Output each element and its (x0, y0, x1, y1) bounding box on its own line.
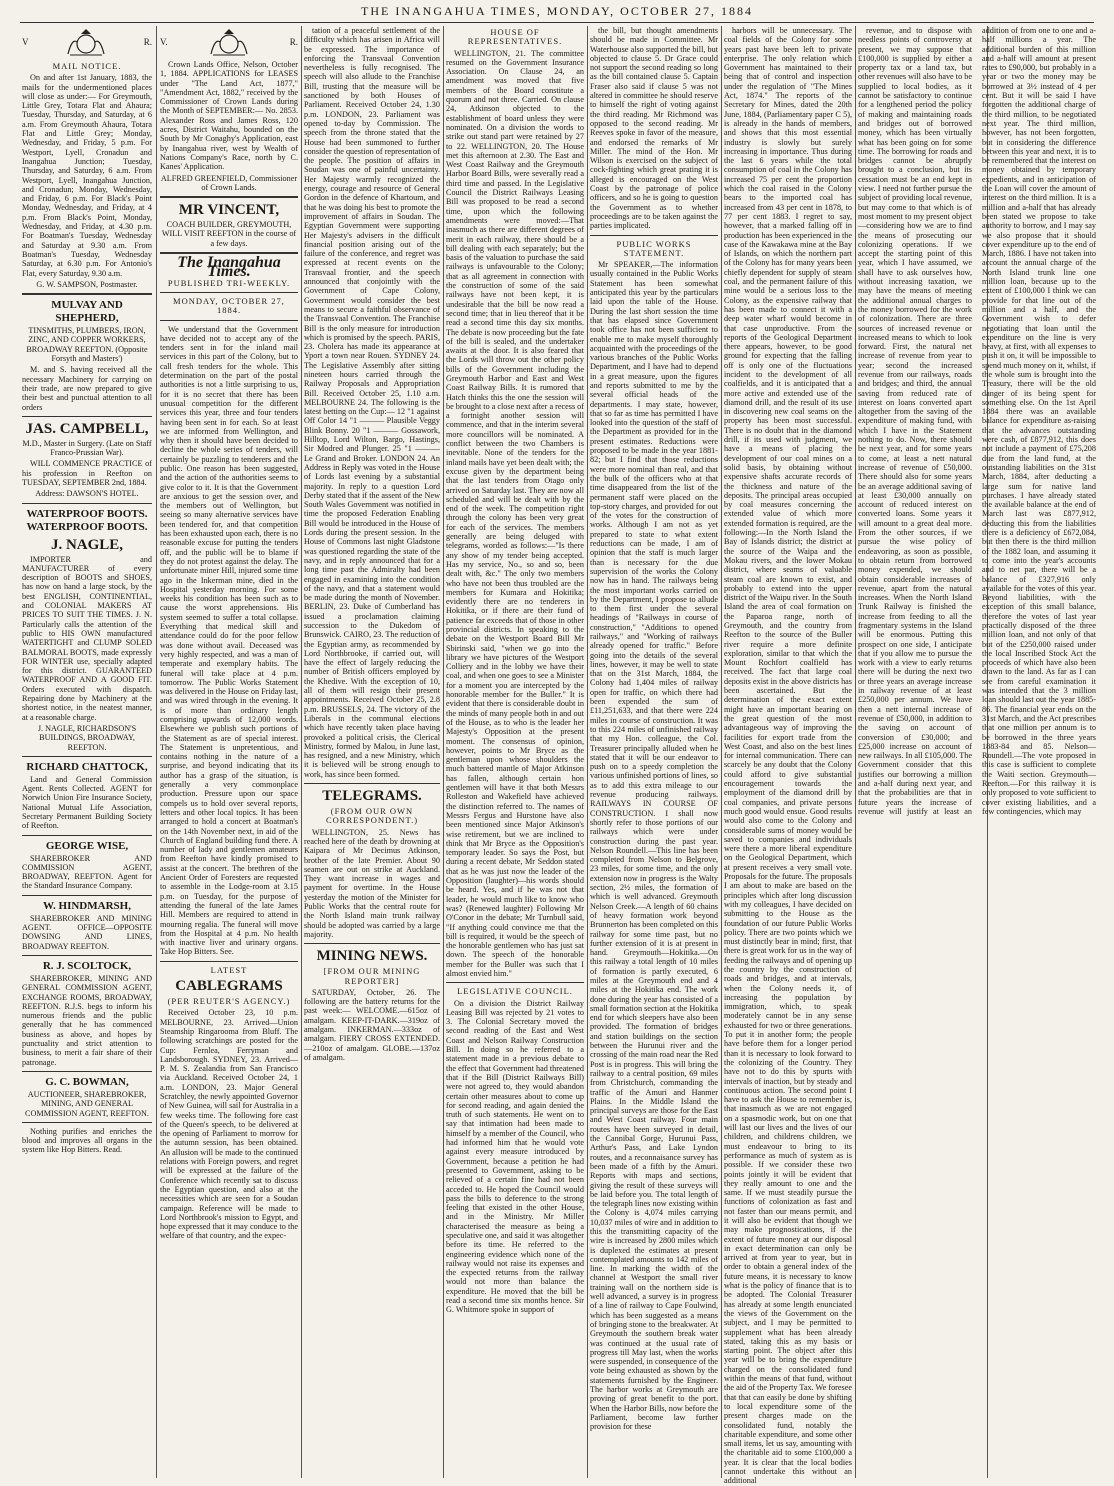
campbell-sub: M.D., Master in Surgery. (Late on Staff Franco-Prussian War). (22, 438, 152, 458)
crest-letter-left: V (22, 37, 29, 48)
legislative-council-body: On a division the District Railway Leasing Bill was rejected by 21 votes to 3. The Colonial Secretary moved the second reading of the East and West Coast and Nelson Railway Construction Bill. In doing so he referred to a statement made in a previous debate to the effect that Government had threatened that if the Bill (District Railways Bill) were not agreed to, they would abandon certain other measures about to come up for second reading, and again denied the truth of such statements. He went on to say that intimation had been made to himself by a member of the Council, who had informed him that he would vote against every measure introduced by Government, because a petition he had presented to Government, asking to be relieved of a certain fine had not been acceded to. He hoped the Council would pass the bills to deference to the strong feeling that existed in the other House, and in the Ministry. Mr Miller characterised the measure as being a speculative one, and said it was altogether before its time. He referred to the engineering evidence which none of the railway would not raise its expenses and the expected returns from the railway would not more than balance the expenditure. He moved that the bill be read a second time six months hence. Sir G. Whitmore spoke in support of (446, 998, 585, 1315)
mining-news-title: MINING NEWS. (316, 948, 428, 965)
rule (22, 503, 152, 504)
nagle-sign: J. NAGLE, RICHARDSON'S BUILDINGS, BROADWAY, REEFTON. (37, 723, 137, 752)
rule (22, 955, 152, 956)
cablegrams-body: Received October 23, 10 p.m. MELBOURNE, 23. Arrived—Union Steamship Ringarooma from Bluff. The following scratchings are posted for the Cup: Fernlea, Ferryman and Landsborough. SYDNEY, 23. Arrived—P. M. S. Zealandia from San Francisco via Auckland. Received October 24, 1 a.m. LONDON, 23. Major General Scratchley, the newly appointed Governor of New Guinea, will sail for Australia in a few weeks time. The following fore cast of the Queen's speech, to be delivered at the opening of Parliament to morrow for the autumn session, has been obtained. An allusion will be made to the continued relations with Foreign powers, and regret will be expressed at the failure of the Conference which recently sat to discuss the Egyptian question, and also at the necessities which are seen for a Soudan campaign. Reference will be made to Lord Northbrook's mission to Egypt, and hope expressed that it may conduce to the welfare of that country, and the expec- (160, 1008, 298, 1241)
rule (590, 235, 718, 236)
masthead-rule (20, 22, 1094, 23)
hindmarsh-title: W. HINDMARSH, (43, 899, 131, 912)
legislative-council-title: LEGISLATIVE COUNCIL. (457, 986, 573, 997)
column-3 (304, 26, 440, 1478)
house-of-representatives-body: WELLINGTON, 21. The committee resumed on the Government Insurance Association. On Clause 24, an amendment was moved that five members of the Board constitute a quorum and not three. Carried. On clause 24, Atkinson objected to the establishment of board unless they were nominated. On a division the words to strike out stand part were retained by 27 to 22. WELLINGTON, 20. The House met this afternoon at 2.30. The East and West Coast Railway and the Greymouth Harbor Board Bills, were severally read a third time and passed. In the Legislative Council the District Railways Leasing Bill was proposed to be read a second time, upon which the following amendments were moved:—That inasmuch as there are different degrees of merit in each railway, there should be a bill dealing with each separately; but the basis of the valuation to purchase the said railways is unfavourable to the Colony; that as all agreement in connection with the construction of some of the said railways have not been kept, it is undesirable that the bill be now read a second time; that in lieu thereof that it be read a second time this day six months. The debate is now proceeding but the fate of the bill is sealed, and the undertaker awaits at the door. It is also feared that the Lords will throw out the other policy bills of the Government including the Greymouth Harbor and East and West Coast Railway Bills. It is rumored that Hatch thinks this the one the session will be brought to a close next after a recess of a fortnight another session will commence, and that in the interim several more councillors will be nominated. A conflict between the two Chambers is inevitable. None of the tenders for the inland mails have yet been dealt with; the excuse given by the department being that the last tenders from Otago only arrived on Saturday last. They are now all scheduled and will be dealt with by the end of the week. The competition right through the colony has been very great for each of the services. The members generally are being deluged with telegrams, worded as follows:—"Is there any show of my tender being accepted. Has my service, No., so and so, been dealt with, &c." The only two members who have not been thus troubled are the members for Kumara and Hokitika; evidently there are no tenderers in Hokitika, or if there are their fund of patience far exceeds that of those in other provincial districts. In speaking to the debate on the Westport Board Bill Mr Sbirinski said, "when we go into the library we have pictures of the Westport Colliery and in the lobby we have their coal, and when one goes to see a Minister for a moment you are intercepted by the honorable member for the Buller." It is evident that there is considerable doubt in the minds of many people both in and out of the House, as to who is the leader her Majesty's Opposition at the present moment. The consensus of opinion, however, points to Mr Bryce as the gentleman upon whose shoulders the much battered mantle of Major Atkinson has fallen, although certain hon gentlemen will have it that both Messrs Rolleston and Wakefield have achieved the distinction referred to. The names of Messrs Fergus and Hurstone have also been mentioned since Major Atkinson's wise retirement, but we are inclined to think that Mr Bryce as the Opposition's temporary leader. So says the Post, but during a recent debate, Mr Seddon stated that as he was just now the leader of the Opposition (laughter)—his words should be heard. Yes, and if he was not that leader, he would much like to know who was? (Renewed laughter) Following Mr O'Conor in the debate; Mr Turnbull said, "If anything could convince me that the bill is required, it would be the speech of the honorable gentlemen who has just sat down. The speech of the honorable member for the Buller was such that I almost envied him." (446, 48, 584, 978)
hop-bitters-notice: Nothing purifies and enriches the blood and improves all organs in the system like Hop Bitters. Read. (22, 1126, 152, 1155)
wise-title: GEORGE WISE, (45, 839, 129, 852)
column-1 (22, 26, 152, 1478)
rule (160, 292, 298, 293)
editorial-body: We understand that the Government have decided not to accept any of the tenders sent in for the inland mail services in this part of the Colony, but to call fresh tenders for the whole. This determination on the part of the postal authorities is not a little surprising to us, for it is no secret that there has been unusual competition for the different services this year, three and four tenders having been sent in for each. So at least we are informed from Wellington, and why then it should have been decided to decline the whole series of tenders, will certainly be puzzling to tenderers and the public. One reason has been suggested, and the action of the authorities seems to give color to it. It is that the Government are anxious to get the session over, and the members out of Wellington, but seeing so many alternative services have been tendered for, and that competition has been exhausted upon each, there is no reasonable excuse for putting the tenders off, and the public will be to blame if they do not protest against the delay. The unfortunate miner Hill, injured some time ago in the Inkerman mine, died in the Hospital yesterday morning. For some weeks his condition has been such as to cause the worst apprehensions. His system seemed to suffer a total collapse. Everything that medical skill and attendance could do for the poor fellow was done without avail. Deceased was very highly respected, and was a man of temperate and exemplary habits. The funeral will take place at 4 p.m. tomorrow. The Public Works Statement was delivered in the House on Friday last, and was wired through in the evening. It is of more than ordinary length comprising upwards of 12,000 words. Elsewhere we publish such portions of the Statement as are of special interest. The Statement is unpretentious, and contains nothing in the nature of a surprise, and beyond indicating that its author has a grasp of the situation, is generally a very commonplace production. Pressure upon our space compels us to hold over several reports, letters and other local topics. It has been arranged to hold a concert at Boatman's on the 14th November next, in aid of the Church of England building fund there. A number of lady and gentlemen amateurs from Reefton have kindly promised to assist at the concert. The brethren of the Ancient Order of Foresters are requested to assemble in the Lodge-room at 3.15 p.m. on Tuesday, for the purpose of attending the funeral of the late James Hill. Members are required to attend in mourning regalia. The funeral will move from the Hospital at 4 p.m. No health with inactive liver and urinary organs. Take Hop Bitters. See. (160, 324, 298, 957)
campbell-body: WILL COMMENCE PRACTICE of his profession in Reefton on TUESDAY, SEPTEMBER 2nd, 1884. (22, 459, 152, 487)
public-works-statement-body: Mr SPEAKER,—The information usually contained in the Public Works Statement has been somewhat anticipated this year by the particulars laid upon the table of the House. During the last short session the time that has elapsed since Government took office has not been sufficient to enable me to make myself thoroughly acquainted with the proceedings of the various branches of the Public Works Department, and I have had to depend in a great measure, upon the figures and reports submitted to me by the several official heads of the departments. I may state, however, that so far as time has permitted I have looked into the question of the staff of the Department as provided for in the present estimates. Reductions were proposed to be made in the year 1881-82; but I find that those reductions were more nominal than real, and that the bulk of the officers who at that time disappeared from the list of the permanent staff were placed on the top-story charges, and provided for out of the votes for the construction of works. Although I am not as yet prepared to state to what extent reductions can be made, I am of opinion that the staff is much larger than is necessary for the due supervision of the works the Colony now has in hand. The railways being the most important works carried on by the Department, I propose to allude to them first under the several headings of "Railways in course of construction," "Additions to opened railways," and "Working of railways already opened for traffic." Before going into the details of the several lines, however, it may be well to state that on the 31st March, 1884, the Colony had 1,404 miles of railway open for traffic, on which there had been expended the sum of £11,251,633, and that there were 224 miles in course of construction. It was to this 224 miles of unfinished railway that my Hon. colleague, the Col. Treasurer principally alluded when he stated that it will be our endeavor to push on to a speedy completion the various unfinished portions of lines, so as to add this extra mileage to our revenue producing railways. RAILWAYS IN COURSE OF CONSTRUCTION. I shall now shortly refer to those portions of our railways which were under construction during the past year. Nelson Roundell.—This line has been completed from Nelson to Belgrove, 23 miles, for some time, and the only extension now in progress is the Walty section, 2½ miles, the formation of which is well advanced. Greymouth Nelson Creek.—A length of 60 chains of heavy formation work beyond Brunnerton has been completed on this railway for some time past, but no further extension of it is at present in hand. Greymouth—Hokitika.—On this railway a total length of 10 miles of formation is partly executed, 6 miles at the Greymouth end and 4 miles at the Hokitika end. The work done during the year has consisted of a small formation section at the Hokitika end for which sleepers have also been provided. The formation of bridges and station buildings on the section between the Hurunui river and the crossing of the main road near the Red Post is in progress. This will bring the railway to a central position, 69 miles from Christchurch, commanding the traffic of the Amuri and Hanmer Plains. In the Middle Island the principal surveys are those for the East and West Coast railway. Four main routes have been surveyed in detail, the Cannibal Gorge, Hurunui Pass, Arthur's Pass, and Lake Lyndon routes, and a reconnaisance survey has been made of a fifth by the Amuri. Reports with maps and sections, giving the result of these surveys will be laid before you. The total length of the telegraph lines now existing within the Colony is 4,074 miles carrying 10,037 miles of wire and in addition to this the transmitting capacity of the wire is increased by 2800 miles which is duplexed the estimates at present contemplated amounts to 142 miles of line. In marking the width of the channel at Westport the small river training wall on the northern side is well advanced, a survey is in progress of a line of railway to Cape Foulwind, which has been suggested as a means of bringing stone to the breakwater. At Greymouth the southern break water was continued at the usual rate of progress till May last, when the works were suspended, in consequence of the vote being exhausted as shown by the statements furnished by the Engineer. The harbor works at Greymouth are proving of great benefit to the port. When the Harbor Bills, now before the Parliament, become law further provision for these (590, 260, 719, 1432)
scoltock-title: R. J. SCOLTOCK, (42, 959, 132, 972)
mulvay-body: M. and S. having received all the necessary Machinery for carrying on their trade, are now prepared to give their best and punctual attention to all orders (22, 365, 152, 412)
rule (22, 895, 152, 896)
campbell-address: Address: DAWSON'S HOTEL. (35, 489, 139, 499)
hindmarsh-body: SHAREBROKER AND MINING AGENT. OFFICE—OPPOSITE DOWSING AND LINES, BROADWAY REEFTON. (22, 913, 152, 951)
royal-crest (160, 26, 298, 60)
paper-subtitle: PUBLISHED TRI-WEEKLY. (167, 277, 291, 288)
nagle-body: IMPORTER and MANUFACTURER of every description of BOOTS and SHOES, has now on hand a large stock, by the best ENGLISH, CONTINENTIAL, and COLONIAL MAKERS AT PRICES TO SUIT THE TIMES. J. N. Particularly calls the attention of the public to HIS OWN manufactured WATERTIGHT and CLUMP SOLED BALMORAL BOOTS, made expressly FOR WINTER use, specially adapted for this district. GUARANTEED WATERPROOF AND A GOOD FIT. Orders executed with dispatch. Repairing done by Machinery at the shortest notice, in the neatest manner, at a reasonable charge. (22, 554, 152, 722)
column-4 (446, 26, 584, 1478)
rule (22, 756, 152, 757)
cablegrams-continued: tation of a peaceful settlement of the difficulty which has arisen in Africa will be expressed. The importance of enforcing the Transvaal Convention nevertheless is fully recognised. The speech will also allude to the Franchise Bill, trusting that the measure will be sanctioned by both Houses of Parliament. Received October 24, 1.30 p.m. LONDON, 23. Parliament was opened to-day by Commission. The speech from the throne stated that the House had been summoned to further consider the question of representation of the people. The position of affairs in Soudan was one of painful uncertainty. Her Majesty warmly recognized the energy, courage and resource of General Gordon in the defence of Khartoum, and that he was doing his best to promote the improvement of affairs in Soudan. The Egyptian Government were supporting Her Majesty's advisers in the difficult financial position arising out of the failure of the conference, and regret was expressed at recent events on the Transvaal frontier, and the speech announced that conjointly with the Government of Cape Colony, Government would consider the best means to secure a faithful observance of the Transvaal Convention. The Franchise Bill is the only measure for introduction which is promised by the speech. PARIS, 23. Cholera has made its appearance at Yport a town near Rouen. SYDNEY 24. The Legislative Assembly after sitting nineteen hours carried through the Railway Proposals and Appropriation Bill. Received October 25, 1.10 a.m. MELBOURNE 24. The following is the latest betting on the Cup:— 12 "1 against Off Color 14 "1 ——— Plausible Veggy Blink Bonny. 20 "1 ——— Gossawork, Hilltop, Lord Wilton, Bargo, Hastings, Sir Modred and Plunger. 25 "1 ——— Le Grand and Broker. LONDON 24. An Address in Reply was voted in the House of Lords last evening by a substantial majority. In reply to a question Lord Derby stated that if the assent of the New South Wales Government was notified in time the proposed Federation Enabling Bill would be introduced in the House of Lords during the present session. In the House of Commons last night Gladstone was questioned regarding the state of the navy, and in reply announced that for a long time past the Admiralty had been engaged in examining into the condition of the navy, and that a statement would be made during the month of November. BERLIN, 23. Duke of Cumberland has issued a proclamation claiming succession to the Dukedom of Brunswick. CAIRO, 23. The reduction of the Egyptian army, as recommended by Lord Northbrooke, if carried out, will have the effect of largely reducing the number of British officers employed by the Khedive. With the exception of 10, all of them will resign their present appointments. Received October 25, 2.8 p.m. BRUSSELS, 24. The victory of the Liberals in the communal elections which have recently taken place having provoked a political crisis, the Clerical Ministry, formed by Malou, in June last, has resigned, and a new Ministry, which it is believed will be strong enough to work, has since been formed. (304, 26, 440, 779)
public-works-statement-title: PUBLIC WORKS STATEMENT. (616, 238, 692, 258)
rule (304, 783, 440, 784)
chattock-body: Land and General Commission Agent. Rents Collected. AGENT for Norwich Union Fire Insurance Society, National Mutual Life Association, Secretary Permanent Building Society of Reefton. (22, 774, 152, 831)
rule (304, 943, 440, 944)
crest-letter-right: R. (143, 37, 152, 48)
chattock-title: RICHARD CHATTOCK, (26, 760, 148, 773)
rule (22, 416, 152, 417)
column-divider (855, 26, 856, 1478)
mulvay-title: MULVAY AND SHEPHERD, (51, 299, 123, 325)
column-5 (590, 26, 718, 1478)
mail-notice-sign: G. W. SAMPSON, Postmaster. (36, 279, 138, 289)
mulvay-sub: TINSMITHS, PLUMBERS, IRON, ZINC, AND COPPER WORKERS, BROADWAY REEFTON. (Opposite Forsyth and Masters') (26, 326, 148, 364)
telegrams-body: WELLINGTON, 25. News has reached here of the death by drowning at Kaipara of Mr Decimus Atkinson, brother of the late Premier. About 90 seamen are out on strike at Auckland. They want increase in wages and payment for overtime. In the House yesterday the motion of the Minister for Public Works that the central route for the North Island main trunk railway should be adopted was carried by a large majority. (304, 827, 440, 939)
column-6 (724, 26, 852, 1486)
cablegrams-title: CABLEGRAMS (175, 978, 283, 995)
rule (160, 196, 298, 198)
masthead: THE INANGAHUA TIMES, MONDAY, OCTOBER 27, 1884 (361, 4, 753, 18)
wise-body: SHAREBROKER AND COMMISSION AGENT, BROADWAY, REEFTON. Agent for the Standard Insurance Company. (22, 853, 152, 891)
cablegrams-agency: (PER REUTER'S AGENCY.) (167, 996, 291, 1007)
royal-crest (22, 26, 152, 60)
royal-crest-icon (207, 28, 251, 58)
column-2 (160, 26, 298, 1478)
nagle-title: J. NAGLE, (50, 536, 124, 553)
royal-crest-icon (64, 28, 108, 58)
column-divider (156, 26, 157, 1478)
paper-date: MONDAY, OCTOBER 27, 1884. (173, 295, 285, 316)
paper-title: The Inangahua Times. (177, 254, 281, 281)
column-divider (587, 26, 588, 1478)
column-divider (443, 26, 444, 1478)
rule (160, 961, 298, 962)
rule (22, 1122, 152, 1123)
crown-lands-sign: ALFRED GREENFIELD, Commissioner of Crown Lands. (160, 173, 298, 192)
house-of-representatives-title: HOUSE OF REPRESENTATIVES. (467, 27, 563, 47)
mail-notice-body: On and after 1st January, 1883, the mails for the undermentioned places will close as under:— For Greymouth, Little Grey, Totara Flat and Ahaura; Tuesday, Thursday, and Saturday, at 6 a.m. From Greymouth Ahaura, Totara Flat and Little Grey; Monday, Wednesday, and Friday, 5 p.m. For Westport, Lyell, Cronadun and Inangahua Junction; Tuesday, Thursday, and Saturday, 6 a.m. From Westport, Lyell, Inangahua Junction, and Cronadun; Monday, Wednesday, and Friday, 6 p.m. For Black's Point Monday, Wednesday, and Friday, at 4 p.m. From Black's Point, Monday, Wednesday, and Friday, at 4.30 p.m. For Boatman's Tuesday, Wednesday and Saturday at 9.30 a.m. From Boatman's Tuesday, Wednesday Saturday, at 6.30 p.m. For Antonio's Flat, every Saturday, 9.30 a.m. (22, 73, 152, 278)
rule (160, 320, 298, 321)
council-continued: the bill, but thought amendments should be made in Committee. Mr Waterhouse also supported the bill, but objected to clause 5. Dr Grace could not support the second reading so long as the bill contained clause 5. Captain Fraser also said if clause 5 was not altered in committee he should reserve to himself the right of voting against the third reading. Mr Richmond was opposed to the second reading. Mr Reeves spoke in favor of the measure, and endorsed the remarks of Mr Miller. The mind of the Hon. Mr Wilson is exercised on the subject of cock-fighting which great prating it is alleged is encouraged on the West Coast by the patronage of police officers, and so he is going to question the Government as to whether proceedings are to be taken against the parties implicated. (590, 26, 718, 231)
mail-notice-title: MAIL NOTICE. (52, 61, 122, 71)
vincent-title: MR VINCENT, (178, 202, 280, 219)
vincent-body: COACH BUILDER, GREYMOUTH, WILL VISIT REEFTON in the course of a few days. (161, 220, 297, 248)
column-7 (858, 26, 1096, 1478)
public-works-continued: harbors will be unnecessary. The coal fields of the Colony for some years past have been left to private enterprise. The only relation which Government has maintained to their being that of control and inspection under the regulation of "The Mines Act, 1874." The reports of the Secretary for Mines, dated the 20th June, 1884, (Parliamentary paper C 5), is already in the hands of members, and shows that this most essential industry is slowly but surely increasing in importance. Thus during the last 6 years while the total consumption of coal in the Colony has increased 75 per cent the proportion which the coal raised in the Colony bears to the imported coal has increased from 43 per cent in 1878, to 77 per cent 1883. I regret to say, however, that a marked falling off in production has been experienced in the case of the Kawakawa mine at the Bay of Islands, on which the northern part of the Colony has for many years been chiefly dependent for supply of steam coal, and the permanent failure of this mine would be a serious loss to the Colony, as the expensive railway that has been made to connect it with a deep water wharf would become in that case unproductive. From the reports of the Geological Department there appears, however, to be good ground for expecting that the falling off is only one of the fluctuations incident to the development of all coalfields, and it is anticipated that a more active and extended use of the diamond drill, and the result of its use in discovering new coal seams on the property has been most successful. There is no doubt that in the diamond drill, if its used with judgment, we have a means of placing the development of our coal mines on a solid basis, by obtaining without expensive shafts accurate records of the thickness and nature of the deposits. The principal areas occupied by coal measures concerning the extended value of which more extended formation is required, are the following:—In the North Island the Bay of Islands district; the district at the source of the Waipa and the Mokau rivers, and the lower Mokau district, where seams of valuable steam coal are known to exist, and probably to extend into the upper district of the Waipu river. In the South Island the area of coal formation on the Paparoa range, north of Greymouth, and the country from Reefton to the source of the Buller river require a more definite exploration, similar to that which the Mount Rochfort coalfield has received. The fact that large coal deposits exist in the above districts has been ascertained. But the determination of the exact extent might have an important bearing on the great question of the most advantageous way of improving the facilities for export trade from the West Coast, and also on the best lines for internal communication. There can scarcely be any doubt that the Colony could afford to give substantial encouragement towards the employment of the diamond drill by coal companies, and private persons much good would ensue. Good results would also come to the Colony and considerable sums of money would be saved to companies and individuals were there a more liberal expenditure on the Geological Department, which at present receives a very small vote. Proposals for the future. The proposals I am about to make are based on the principles which after long discussion with my colleagues, I have decided on submitting to the House as the foundation of our future Public Works policy. There are two points which we must distinctly bear in mind; first, that there is great work for us in the way of feeding the railways and of opening up the country by the construction of roads and bridges, and at intervals, when the Colony needs it, of increasing the population by immigration, which, to speak moderately cannot be in any sense exhausted for two or three generations. To put it in another form; the people have before them for a longer period than it is necessary to look forward to the colonizing of the Country. They have not to do this by spurts with intervals of inaction, but by steady and continuous action. The second point I have to ask the House to remember is, that inasmuch as we are not engaged on a spasmodic work, but on one that will last our lives and the lives of our children, and childrens children, we must endeavour to bring to its performance as much of system as is possible. If we consider these two points jointly it will be evident that they really amount to one and the same. If we must steadily pursue the functions of colonization as fast and not faster than our means permit, and it will also be evident that though we may make prognostications, if the extent of future money at our disposal in exact determination can only be arrived at from year to year, but in order to obtain a general index of the future means, it is necessary to know what is the policy of finance that is to be adopted. The Colonial Treasurer has already at some length enunciated the views of the Government on the subject, and I may be permitted to supplement what has been already stated, taking this as my basis or starting point. The object after this year will be to bring the expenditure charged on the consolidated fund within the means of that fund, without the aid of the Property Tax. We foresee that that can easily be done by shifting to local expenditure some of the present charges made on the consolidated fund, notably the charitable expenditure, and some other small items, let us say, amounting with the charitable aid to some £100,000 a year. It is clear that the local bodies cannot undertake this without an additional (724, 26, 852, 1486)
scoltock-body: SHAREBROKER, MINING AND GENERAL COMMISSION AGENT, EXCHANGE ROOMS, BROADWAY, REEFTON. R.J.S. begs to inform his numerous friends and the public generally that he has commenced business as above, and hopes by punctuality and strict attention to business, to merit a fair share of their patronage. (22, 973, 152, 1067)
cablegrams-kicker: LATEST (210, 964, 248, 975)
telegrams-title: TELEGRAMS. (322, 788, 422, 805)
mining-news-subtitle: [FROM OUR MINING REPORTER] (323, 966, 421, 986)
rule (22, 293, 152, 295)
crest-letter-right: R. (289, 37, 298, 48)
public-works-continued-2: revenue, and to dispose with needless points of controversy at present, we may suppose that £100,000 is supplied by either a property tax or a land tax, but other revenues will also have to be supplied to local bodies, as it cannot be satisfactory to continue for a lengthened period the policy of making and maintaining roads and bridges out of borrowed money, which has been virtually what has been going on for some time. The borrowing for roads and bridges cannot be abruptly brought to a conclusion, but its cessation must be an end kept in view. I need not further pursue the subject of providing local revenue, but may come to that which is of most moment to my present object—considering how we are to find the means of prosecuting our colonizing operations. If we accept the starting point of this year, which I have assumed, we shall have to ask ourselves how, without increasing taxation, we may have the means of meeting the additional annual charges to the money borrowed for the work of colonization. There are three sources of increased revenue or increased means to which to look forward. First, the natural net increase of revenue from year to year; second the increased revenue from our railways, roads and bridges; and third, the annual saving from reduced rate of interest on loans converted apart altogether from the saving of the expenditure of making fund, with which I have in the Statement nothing to do. Now, there should be next year, and for some years to come, at least a nett natural increase of revenue of £50,000. There should also for some years be an average additional saving of at least £30,000 annually on account of reduced interest on converted loans. Some years it will amount to a great deal more. From the other sources, if we pursue the wise policy of endeavoring, as soon as possible, to obtain return from borrowed money expended, we should obtain considerable increases of revenue, apart from the natural increases. When the North Island Trunk Railway is finished the increase from feeding to all the fragmentary systems in the Island will be enormous. Putting this prospect on one side, I anticipate that if you allow me to pursue the work with a view to early returns there will be during the next two or three years an average increase in railway revenue of at least £250,000 per annum. We have then a nett internal increase of revenue of £50,000, in addition to the saving on account of conversion of £30,000; and £25,000 increase on account of new railways. In all £105,000. The Government consider that this justifies our borrowing a million and a-half during next year, and that the probabilities are that in future years the increase of revenue will justify at least an addition of from one to one and a-half millions a year. The additional burden of this million and a-half will amount at present rates to £90,000, but probably in a year or two the money may be borrowed at 3½ instead of 4 per cent. But it will be said I have forgotten the additional charge of the third million, to be negotiated next year. The third million, however, has not been forgotten, but in considering the difference between this year and next, it is to be remembered that the interest on money obtained by temporary expedients, and in anticipation of the Loan will cover the amount of interest on the third million. It is a million and a-half that has already been stated we propose to take authority to borrow, and I may say we also propose that it should cover expenditure up to the end of March, 1886. I have not taken into account the annual charge of the North Island trunk line one million loan, because up to the extent of £100,000 I think we can provide for that line out of the million and a half, and the Government wish to defer negotiating that loan until the expenditure on the line is very heavy, at first, with all expenses to push it on, it will be impossible to spend much money on it, whilst, if the whole sum is brought into the Treasury, there will be the old danger of its being spent for something else. On the 1st April 1884 there was an available balance for expenditure as-raising that the advances outstanding were cash, of £877,912, this does not include a payment of £75,208 due from the land fund, at the outstanding liabilities on the 31st March, 1884, after deducting a large sum for native land purchases. I have already stated the available balance at the end of March last was £877,912, deducting this from the liabilities there is a deficiency of £672,084, but then there is the third million of the 1882 loan, and assuming it to come into the year's accounts and to net par, there will be a balance of £327,916 only available for the votes of this year. Beyond liabilities, with the exception of this small balance, therefore the votes of last year practically disposed of the three million loan, and not only of that but of the £250,000 raised under the local Inscribed Stock Act the proceeds of which have also been drawn to the land. As far as I can see from careful examination it was intended that the 3 million loan should last out the year 1885-86. The financial year ends on the 31st March, and the Act prescribes that one million per annum is to be borrowed in the three years 1883-84 and 85. Nelson—Roundell.—The vote proposed in this case is sufficient to complete the Waiti section. Greymouth—Reefton.—For this railway it is only proposed to vote sufficient to cover existing liabilities, and a few contingencies, which may (858, 26, 1096, 816)
bowman-body: AUCTIONEER, SHAREBROKER, MINING, AND GENERAL COMMISSION AGENT, REEFTON. (25, 1089, 149, 1118)
crest-letter-left: V. (160, 37, 168, 48)
telegrams-subtitle: (FROM OUR OWN CORRESPONDENT.) (325, 806, 419, 826)
rule (22, 835, 152, 836)
mining-news-body: SATURDAY, October, 26. The following are the battery returns for the past week:— WELCOME.—615oz of amalgam. KEEP-IT-DARK.—319oz of amalgam. INKERMAN.—333oz of amalgam. FIERY CROSS EXTENDED.—210oz of amalgam. GLOBE.—137oz of amalgam. (304, 987, 440, 1062)
column-divider (721, 26, 722, 1478)
boots-title: WATERPROOF BOOTS. WATERPROOF BOOTS. (26, 507, 148, 533)
crown-lands-body: Crown Lands Office, Nelson, October 1, 1884. APPLICATIONS for LEASES under "The Land Act, 1877," "Amendment Act, 1882," received by the Commissioner of Crown Lands during the Month of SEPTEMBER:— No. 2853. Alexander Ross and James Ross, 120 acres, District Waitahu, bounded on the South by Mr Conaghy's Application, east by Inangahua river, west by Wealth of Nations Company's Race, north by C. Kanes' Application. (160, 60, 298, 172)
column-divider (301, 26, 302, 1478)
rule (22, 1071, 152, 1072)
bowman-title: G. C. BOWMAN, (45, 1075, 129, 1088)
campbell-title: JAS. CAMPBELL, (25, 420, 149, 437)
rule (446, 982, 584, 983)
